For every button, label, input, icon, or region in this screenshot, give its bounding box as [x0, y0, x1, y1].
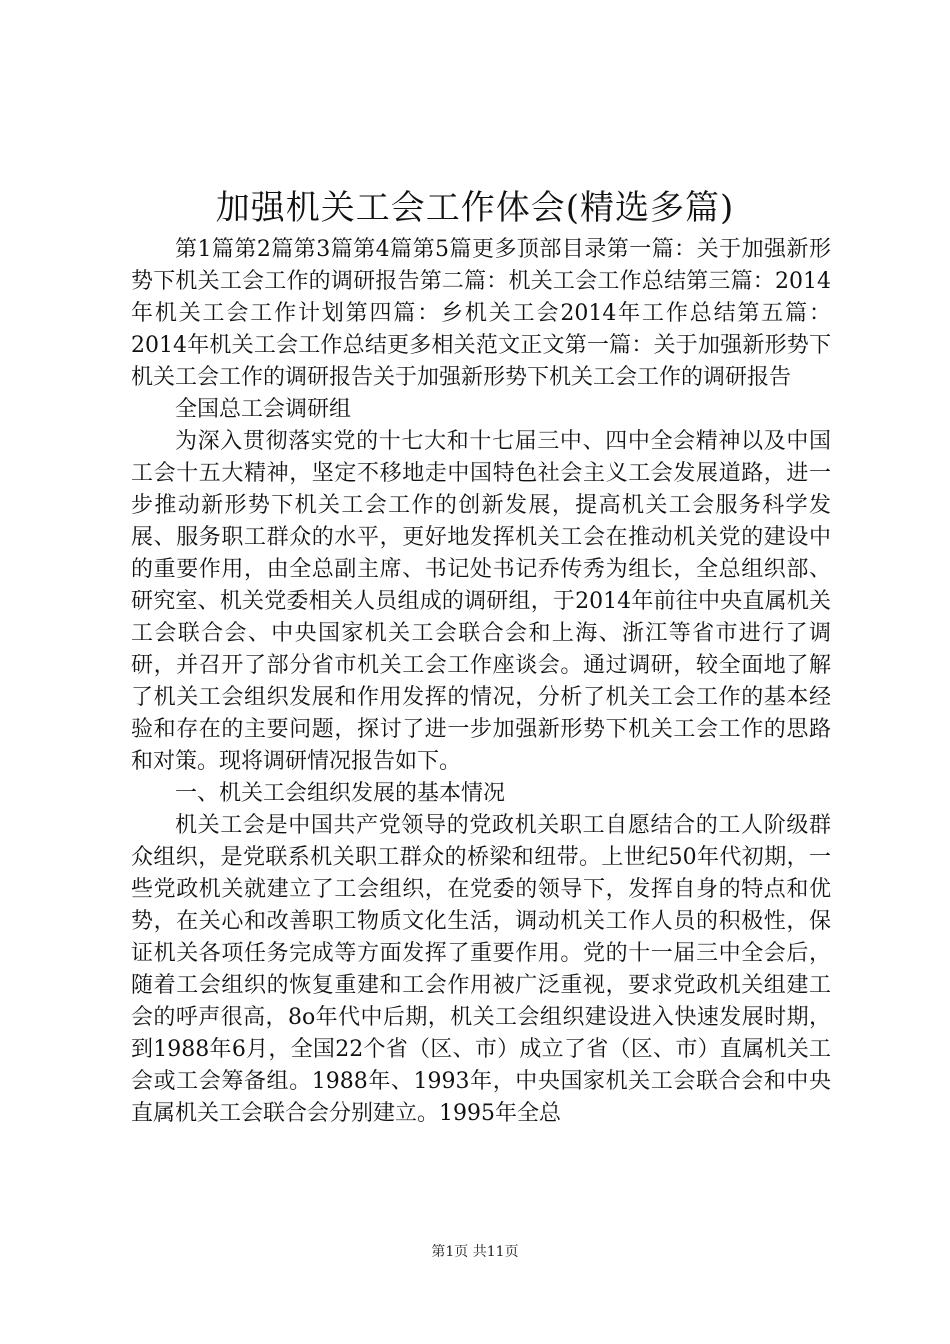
paragraph-table-of-contents: 第1篇第2篇第3篇第4篇第5篇更多顶部目录第一篇：关于加强新形势下机关工会工作的调研报告第二篇：机关工会工作总结第三篇：2014年机关工会工作计划第四篇：乡机关工会2014年工作总结第五篇：2014年机关工会工作总结更多相关范文正文第一篇：关于加强新形势下机关工会工作的调研报告关于加强新形势下机关工会工作的调研报告: [131, 237, 831, 390]
section-heading: 一、机关工会组织发展的基本情况: [175, 781, 506, 806]
page-total: 共11页: [472, 1244, 519, 1260]
paragraph-introduction: 为深入贯彻落实党的十七大和十七届三中、四中全会精神以及中国工会十五大精神，坚定不移地走中国特色社会主义工会发展道路，进一步推动新形势下机关工会工作的创新发展，提高机关工会服务科学发展、服务职工群众的水平，更好地发挥机关工会在推动机关党的建设中的重要作用，由全总副主席、书记处书记乔传秀为组长，全总组织部、研究室、机关党委相关人员组成的调研组，于2014年前往中央直属机关工会联合会、中央国家机关工会联合会和上海、浙江等省市进行了调研，并召开了部分省市机关工会工作座谈会。通过调研，较全面地了解了机关工会组织发展和作用发挥的情况，分析了机关工会工作的基本经验和存在的主要问题，探讨了进一步加强新形势下机关工会工作的思路和对策。现将调研情况报告如下。: [131, 429, 831, 774]
paragraph-body: 机关工会是中国共产党领导的党政机关职工自愿结合的工人阶级群众组织，是党联系机关职工群众的桥梁和纽带。上世纪50年代初期，一些党政机关就建立了工会组织，在党委的领导下，发挥自身的特点和优势，在关心和改善职工物质文化生活，调动机关工作人员的积极性，保证机关各项任务完成等方面发挥了重要作用。党的十一届三中全会后，随着工会组织的恢复重建和工会作用被广泛重视，要求党政机关组建工会的呼声很高，8o年代中后期，机关工会组织建设进入快速发展时期，到1988年6月，全国22个省（区、市）成立了省（区、市）直属机关工会或工会筹备组。1988年、1993年，中央国家机关工会联合会和中央直属机关工会联合会分别建立。1995年全总: [131, 813, 831, 1126]
page-title: 加强机关工会工作体会(精选多篇): [215, 188, 735, 228]
page-footer: [0, 1242, 950, 1262]
page-number: 第1页: [431, 1244, 469, 1260]
paragraph-author: 全国总工会调研组: [175, 397, 352, 422]
document-body: [131, 234, 831, 1130]
